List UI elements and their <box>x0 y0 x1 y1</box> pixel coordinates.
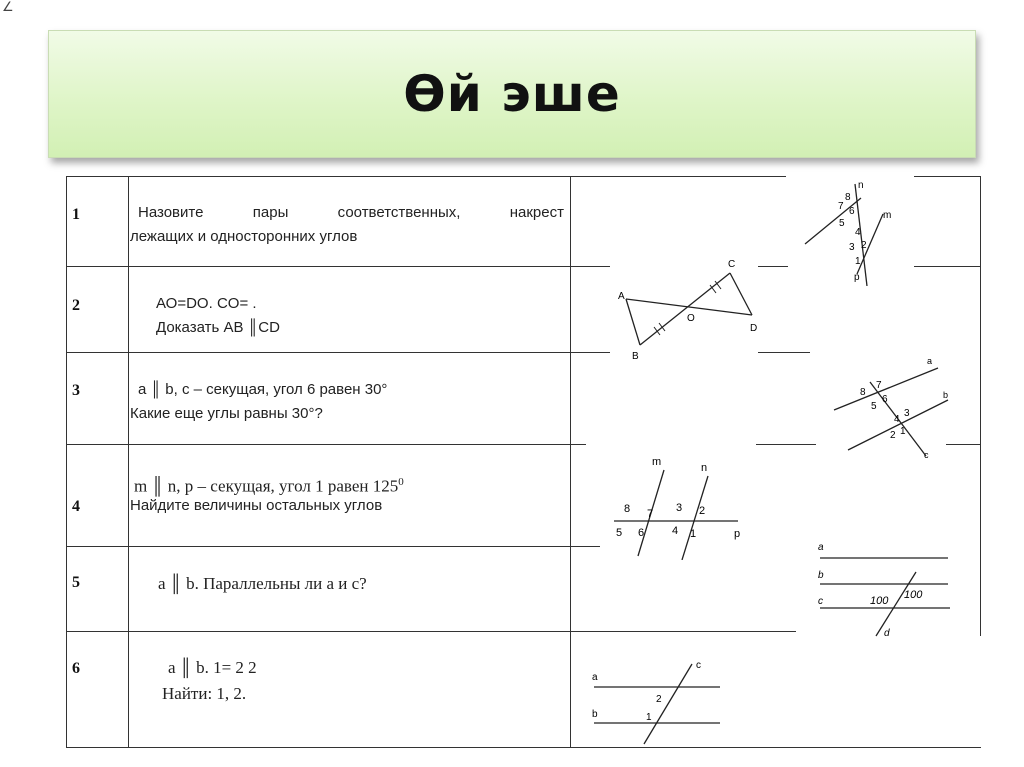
segment-ab <box>626 299 640 345</box>
task-text: лежащих и односторонних углов <box>130 228 358 245</box>
fig1-label: 5 <box>839 218 845 229</box>
fig1-label: 4 <box>855 227 861 238</box>
fig1-label: 8 <box>845 192 851 203</box>
task-text: Какие еще углы равны 30°? <box>130 405 323 422</box>
fig4-label: 5 <box>616 527 623 539</box>
task-text: а ║ b, с – секущая, угол 6 равен 30° <box>138 381 388 398</box>
row-divider <box>66 352 610 353</box>
fig3-label: 4 <box>894 414 900 425</box>
line-n <box>682 476 708 560</box>
fig4-label: 3 <box>676 502 683 514</box>
task-text: а ║ b. Параллельны ли а и с? <box>158 574 367 593</box>
segment-cd <box>730 273 752 315</box>
row-number: 6 <box>72 660 80 677</box>
fig1-label: 3 <box>849 242 855 253</box>
fig3-label: b <box>943 390 949 400</box>
fig3-label: 1 <box>900 426 906 437</box>
figure-3-diagram <box>830 352 960 462</box>
line <box>805 198 861 244</box>
figure-2-diagram <box>612 255 772 365</box>
fig2-label: A <box>618 291 625 302</box>
fig6-label: b <box>592 709 598 720</box>
figure-1-diagram <box>795 176 905 286</box>
table-border-top-right <box>914 176 981 177</box>
task-text: Доказать АВ ║CD <box>156 319 280 336</box>
fig3-label: 7 <box>876 380 882 391</box>
row-number: 2 <box>72 297 80 314</box>
fig1-label: 6 <box>849 206 855 217</box>
fig5-label: 100 <box>870 595 889 607</box>
task-text-main: m ║ n, p – секущая, угол 1 равен 125 <box>134 476 399 496</box>
angle-symbol: ∠ <box>2 0 14 15</box>
table-border-bottom <box>66 747 981 748</box>
row-number: 3 <box>72 382 80 399</box>
task-text: Найти: 1, 2. <box>162 684 247 703</box>
fig3-label: 5 <box>871 401 877 412</box>
fig2-label: O <box>687 313 695 324</box>
task-text: а ║ b. 1= 2 2 <box>168 658 257 677</box>
fig2-label: C <box>728 259 736 270</box>
line-c <box>644 664 692 744</box>
fig1-label: 7 <box>838 201 844 212</box>
fig2-label: D <box>750 323 758 334</box>
table-border-left <box>66 176 67 748</box>
row-divider <box>914 266 981 267</box>
fig1-label: n <box>858 180 864 191</box>
row-number: 5 <box>72 574 80 591</box>
column-divider-number <box>128 176 129 748</box>
task-text: Назовите пары соответственных, накрест <box>138 204 564 221</box>
fig4-label: m <box>652 456 662 468</box>
fig5-label: b <box>818 570 824 581</box>
row-divider <box>66 631 796 632</box>
fig4-label: p <box>734 528 741 540</box>
table-border-right <box>980 176 981 636</box>
fig4-label: 1 <box>690 528 697 540</box>
fig4-label: 4 <box>672 525 679 537</box>
fig6-label: c <box>696 660 701 671</box>
task-text: Найдите величины остальных углов <box>130 497 383 514</box>
fig5-label: 100 <box>904 589 923 601</box>
fig6-label: 1 <box>646 712 652 723</box>
fig4-label: 8 <box>624 503 631 515</box>
fig3-label: 8 <box>860 387 866 398</box>
row-divider <box>756 444 816 445</box>
row-divider <box>66 444 586 445</box>
fig4-label: 6 <box>638 527 645 539</box>
row-divider <box>66 546 600 547</box>
fig3-label: 3 <box>904 408 910 419</box>
line-b <box>848 400 948 450</box>
figure-6-diagram <box>586 656 736 748</box>
figure-4-diagram <box>606 448 766 560</box>
fig5-label: a <box>818 542 824 553</box>
fig4-label: 2 <box>699 505 706 517</box>
fig4-label: n <box>701 462 708 474</box>
fig3-label: 2 <box>890 430 896 441</box>
fig6-label: 2 <box>656 694 662 705</box>
fig2-label: B <box>632 351 639 362</box>
table-border-top <box>66 176 786 177</box>
fig1-label: p <box>854 272 860 283</box>
fig5-label: d <box>884 628 890 639</box>
fig3-label: c <box>924 450 929 460</box>
task-text: АО=DO. CO= . <box>156 295 257 312</box>
fig5-label: c <box>818 596 823 607</box>
fig6-label: a <box>592 672 598 683</box>
row-number: 4 <box>72 498 80 515</box>
figure-5-diagram <box>812 536 962 648</box>
row-number: 1 <box>72 206 80 223</box>
column-divider-text <box>570 176 571 748</box>
fig1-label: 2 <box>861 240 867 251</box>
superscript: 0 <box>398 476 404 488</box>
fig3-label: 6 <box>882 394 888 405</box>
fig3-label: a <box>927 356 933 366</box>
slide-title: Өй эше <box>403 65 621 123</box>
fig1-label: m <box>883 210 892 221</box>
fig4-label: 7 <box>647 508 654 520</box>
row-divider <box>66 266 610 267</box>
fig1-label: 1 <box>855 256 861 267</box>
title-banner <box>48 30 976 158</box>
